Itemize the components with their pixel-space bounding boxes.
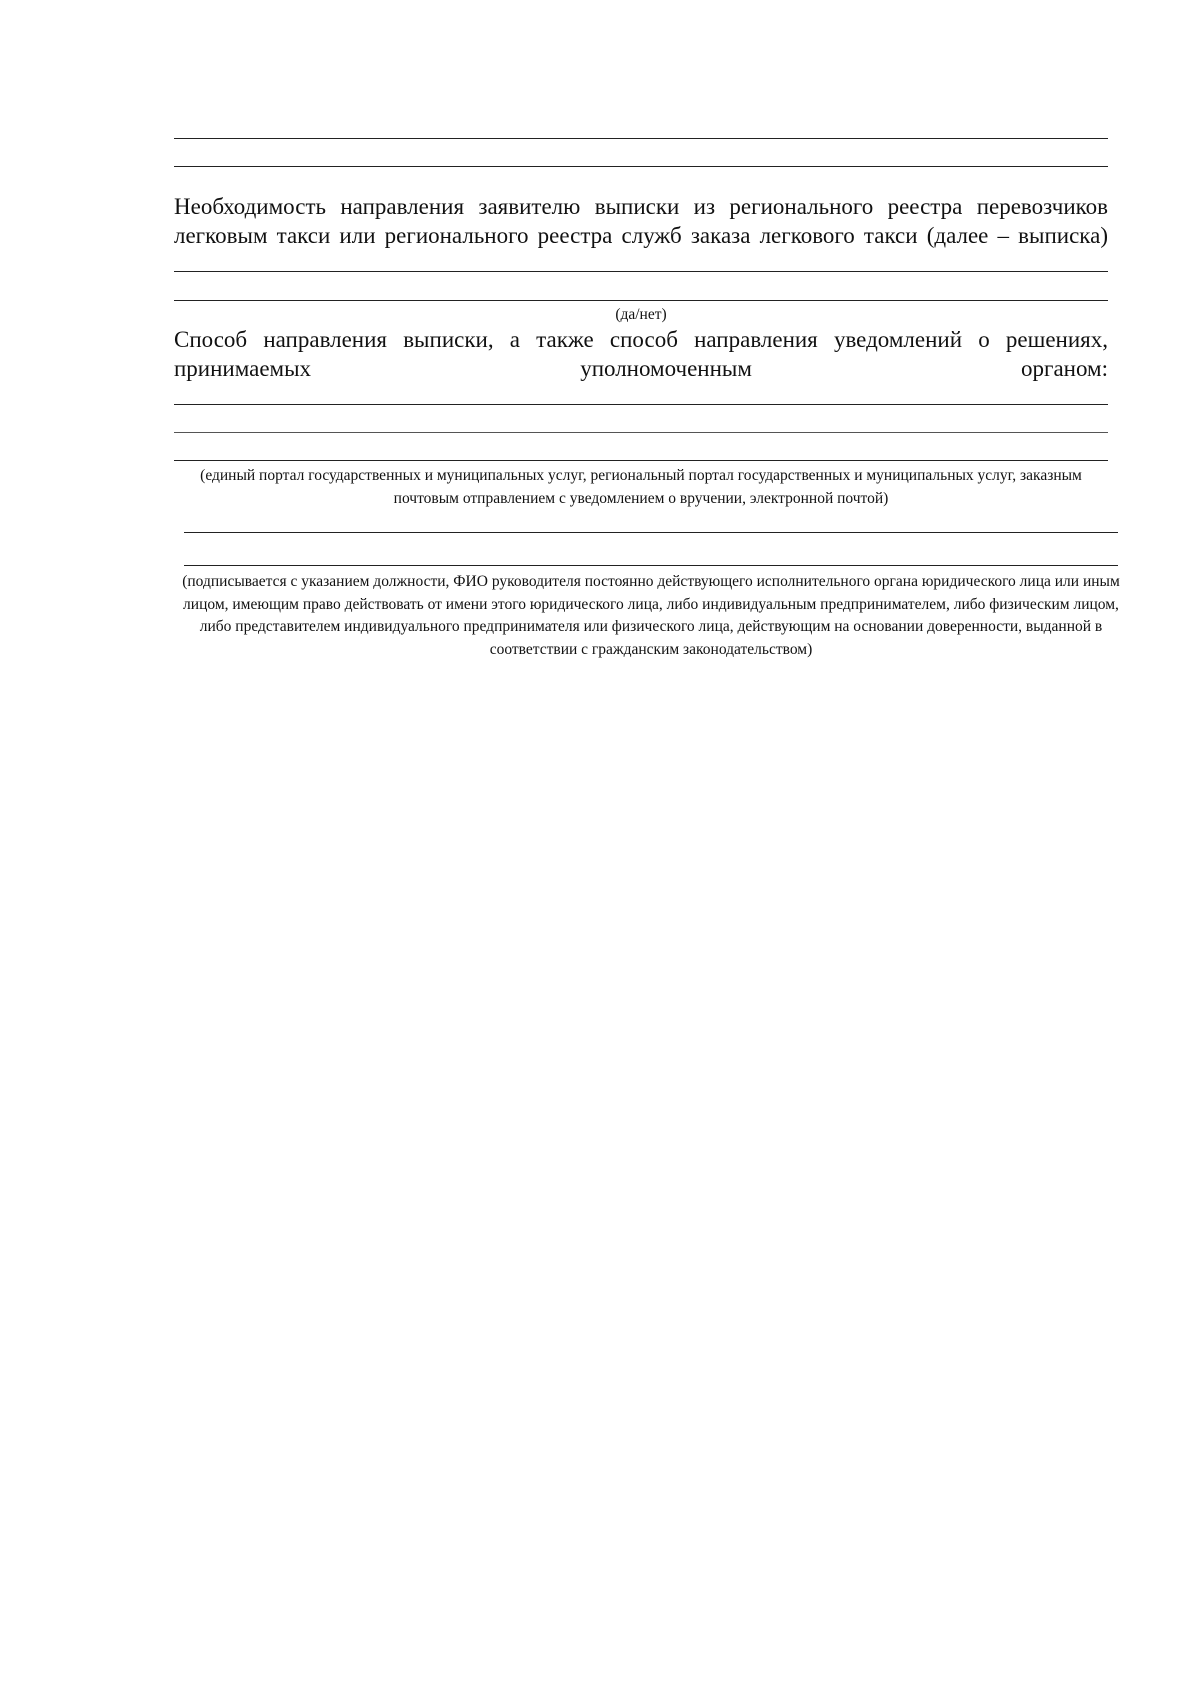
answer-line-1 (174, 271, 1108, 272)
paragraph-extract-need: Необходимость направления заявителю выписки из регионального реестра перевозчиков легковым такси или регионального реестра служб заказа легкового такси (далее – выписка) (174, 194, 1108, 248)
signature-line-2 (184, 565, 1118, 566)
method-line-2 (174, 432, 1108, 433)
caption-delivery-options: (единый портал государственных и муниципальных услуг, региональный портал государственных и муниципальных услуг, заказным почтовым отправлением с уведомлением о вручении, электронной почтой) (200, 467, 1082, 507)
paragraph-delivery-method: Способ направления выписки, а также способ направления уведомлений о решениях, принимаемых уполномоченным органом: (174, 327, 1108, 381)
caption-yes-no: (да/нет) (615, 306, 667, 323)
answer-line-2 (174, 300, 1108, 301)
method-line-1 (174, 404, 1108, 405)
method-line-3 (174, 460, 1108, 461)
caption-signature: (подписывается с указанием должности, ФИО руководителя постоянно действующего исполнительного органа юридического лица или иным лицом, имеющим право действовать от имени этого юридического лица, либо индивидуальным предпринимателем, либо физическим лицом, либо представителем индивидуального предпринимателя или физического лица, действующим на основании доверенности, выданной в соответствии с гражданским законодательством) (182, 573, 1120, 658)
blank-line-1 (174, 138, 1108, 139)
signature-line-1 (184, 532, 1118, 533)
blank-line-2 (174, 166, 1108, 167)
